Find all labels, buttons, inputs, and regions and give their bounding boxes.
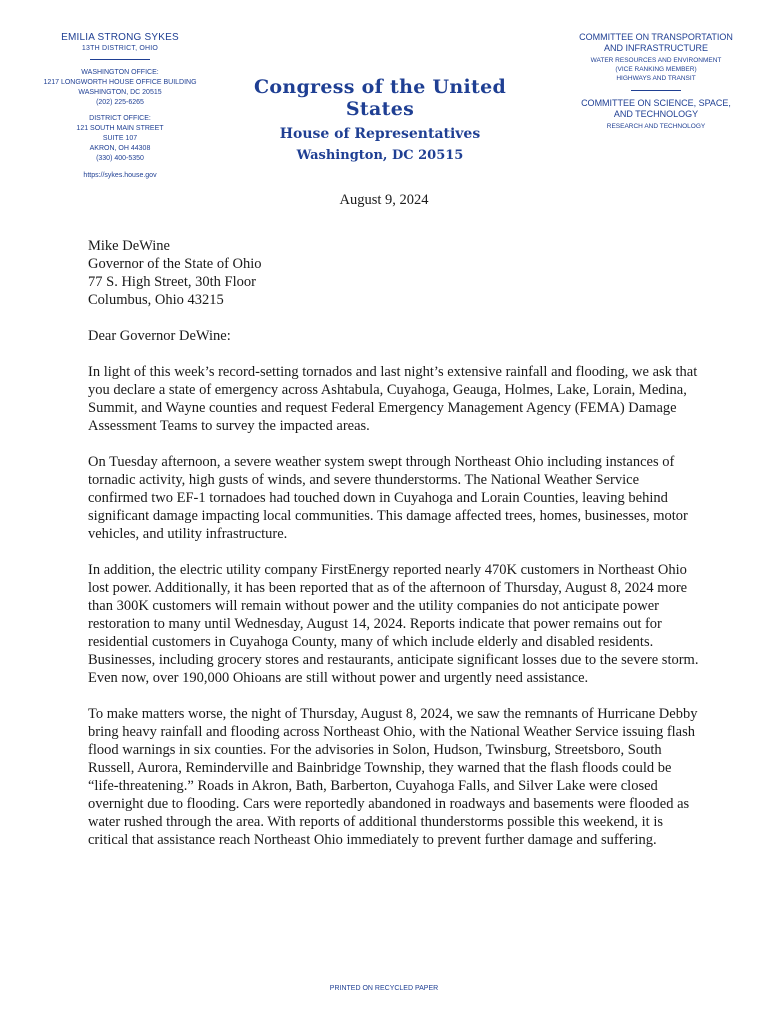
- divider: [631, 90, 681, 91]
- dc-office-phone: (202) 225-6265: [96, 99, 144, 106]
- divider: [90, 59, 150, 60]
- dc-office-line2: WASHINGTON, DC 20515: [78, 89, 162, 96]
- recycled-paper-note: PRINTED ON RECYCLED PAPER: [329, 985, 439, 992]
- website-link[interactable]: https://sykes.house.gov: [83, 172, 157, 179]
- letter-body: [88, 237, 700, 849]
- committee1-name-line2: AND INFRASTRUCTURE: [603, 43, 708, 53]
- committee2-name-line1: COMMITTEE ON SCIENCE, SPACE,: [581, 98, 731, 108]
- member-info-block: [20, 32, 220, 179]
- body-paragraph: To make matters worse, the night of Thursday, August 8, 2024, we saw the remnants of Hurricane Debby bring heavy rainfall and flooding across Northeast Ohio, with the National Weather Service issuing flash flood warnings in six counties. For the advisories in Solon, Hudson, Twinsburg, Streetsboro, South Russell, Aurora, Reminderville and Bainbridge Township, they warned that the flash floods could be “life-threatening.” Roads in Akron, Bath, Barberton, Cuyahoga Falls, and Silver Lake were closed overnight due to flooding. Cars were reportedly abandoned in roadways and basements were flooded as water rushed through the area. With reports of additional thunderstorms possible this weekend, it is critical that assistance reach Northeast Ohio immediately to prevent further damage and suffering.: [88, 706, 698, 848]
- committee2-name-line2: AND TECHNOLOGY: [613, 109, 699, 119]
- recipient-name: Mike DeWine: [88, 238, 170, 254]
- member-name: EMILIA STRONG SYKES: [61, 32, 179, 43]
- committee-block: [556, 32, 756, 131]
- committee1-sub3: HIGHWAYS AND TRANSIT: [616, 75, 696, 82]
- body-paragraph: On Tuesday afternoon, a severe weather system swept through Northeast Ohio including instances of tornadic activity, high gusts of winds, and severe thunderstorms. The National Weather Service confirmed two EF-1 tornadoes had touched down in Cuyahoga and Lorain Counties, leaving behind significant damage impacting local communities. This damage affected trees, homes, businesses, motor vehicles, and utility infrastructure.: [88, 454, 688, 542]
- recipient-address: [88, 237, 700, 309]
- committee2-sub1: RESEARCH AND TECHNOLOGY: [606, 123, 706, 130]
- congress-header: [220, 76, 540, 163]
- district-office-label: DISTRICT OFFICE:: [89, 115, 151, 122]
- salutation: Dear Governor DeWine:: [88, 328, 231, 344]
- house-address: Washington, DC 20515: [296, 148, 464, 163]
- committee1-sub2: (VICE RANKING MEMBER): [615, 66, 697, 73]
- dc-office-line1: 1217 LONGWORTH HOUSE OFFICE BUILDING: [43, 79, 197, 86]
- district-office-line2: SUITE 107: [102, 135, 138, 142]
- house-title: House of Representatives: [279, 126, 481, 142]
- committee1-sub1: WATER RESOURCES AND ENVIRONMENT: [590, 57, 722, 64]
- recipient-title: Governor of the State of Ohio: [88, 256, 262, 272]
- body-paragraph: In addition, the electric utility company FirstEnergy reported nearly 470K customers in Northeast Ohio lost power. Additionally, it has been reported that as of the afternoon of Thursday, August 8, 2024 more than 300K customers will remain without power and the utility companies do not anticipate power restoration to many until Wednesday, August 14, 2024. Reports indicate that power remains out for residential customers in Cuyahoga County, many of which include elderly and disabled residents. Businesses, including grocery stores and restaurants, anticipate significant losses due to the severe storm. Even now, over 190,000 Ohioans are still without power and urgently need assistance.: [88, 562, 699, 686]
- dc-office-label: WASHINGTON OFFICE:: [81, 69, 159, 76]
- letter-date: August 9, 2024: [339, 192, 429, 208]
- recipient-street: 77 S. High Street, 30th Floor: [88, 274, 256, 290]
- district-office-line3: AKRON, OH 44308: [89, 145, 151, 152]
- body-paragraph: In light of this week’s record-setting tornados and last night’s extensive rainfall and flooding, we ask that you declare a state of emergency across Ashtabula, Cuyahoga, Geauga, Holmes, Lake, Lorain, Medina, Summit, and Wayne counties and request Federal Emergency Management Agency (FEMA) Damage Assessment Teams to survey the impacted areas.: [88, 364, 698, 434]
- district-office-phone: (330) 400-5350: [96, 155, 144, 162]
- member-district: 13TH DISTRICT, OHIO: [81, 45, 159, 52]
- recipient-city: Columbus, Ohio 43215: [88, 292, 224, 308]
- committee1-name-line1: COMMITTEE ON TRANSPORTATION: [579, 32, 733, 42]
- congress-title: Congress of the United States: [253, 76, 507, 120]
- district-office-line1: 121 SOUTH MAIN STREET: [76, 125, 164, 132]
